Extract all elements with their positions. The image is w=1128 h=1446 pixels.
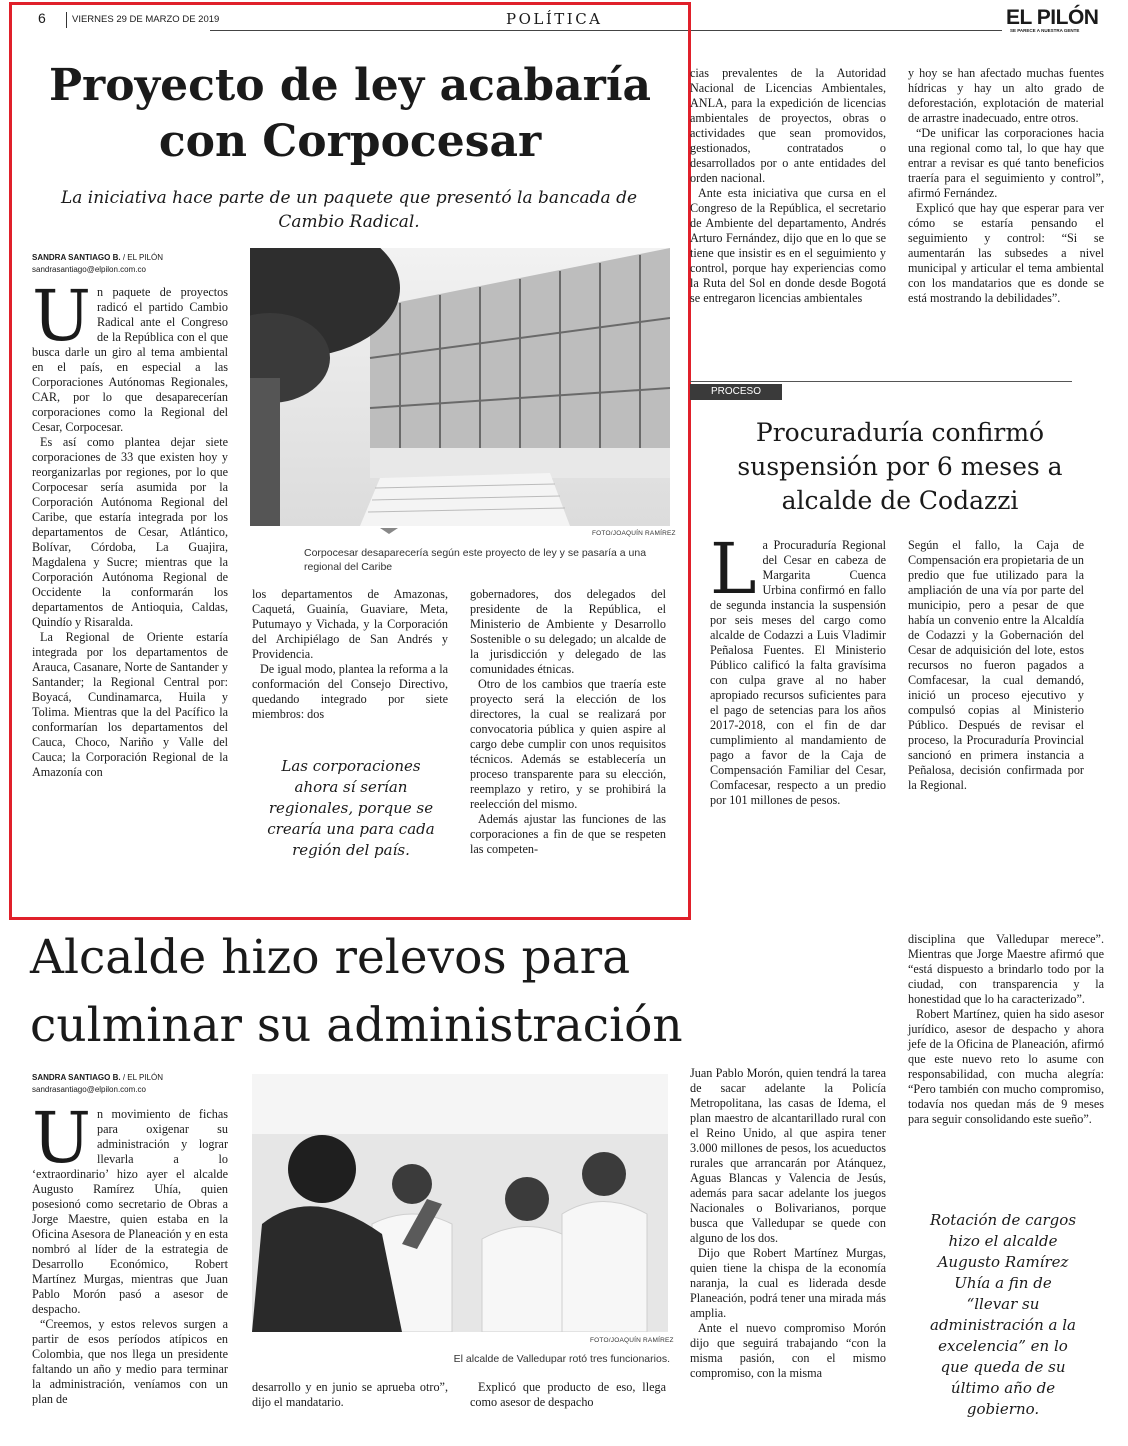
article3-byline — [32, 1072, 242, 1096]
officials-photo-illustration — [252, 1074, 668, 1332]
article1-byline — [32, 252, 242, 276]
article1-paragraph: n paquete de proyectos radicó el partido Cambio Radical ante el Congreso de la República con el que busca darle un giro al tema ambiental en el país, en especial a las Corporaciones Autónomas Regionales, CAR, por lo que desaparecerían corporaciones como la Regional del Cesar, Corpocesar. — [32, 285, 228, 434]
article2-kicker: PROCESO — [690, 384, 782, 400]
article3-column-2 — [252, 1380, 448, 1410]
section-title: POLÍTICA — [506, 10, 603, 28]
caption-arrow-icon — [380, 528, 398, 534]
article1-paragraph: Además ajustar las funciones de las corporaciones a fin de que se respeten las competen- — [470, 812, 666, 856]
article1-pullquote: Las corporaciones ahora sí serían regionales, porque se crearía una para cada región del país. — [267, 757, 435, 859]
article1-paragraph: Ante esta iniciativa que cursa en el Congreso de la República, el secretario de Ambiente del departamento, Andrés Arturo Fernández, dijo que en lo que se tiene que insistir es en el seguimiento y control, porque hay experiencias como la Ruta del Sol en donde desde Bogotá se entregaron licencias ambientales — [690, 186, 886, 305]
article1-paragraph: los departamentos de Amazonas, Caquetá, Guainía, Guaviare, Meta, Putumayo y Vichada, y la Corporación del Archipiélago de San Andrés y Providencia. — [252, 587, 448, 661]
article3-column-5 — [908, 932, 1104, 1127]
byline-org: / EL PILÓN — [122, 253, 163, 262]
byline-org: / EL PILÓN — [122, 1073, 163, 1082]
byline-email: sandrasantiago@elpilon.com.co — [32, 1085, 146, 1094]
article1-column-1 — [32, 275, 228, 780]
article3-pullquote: Rotación de cargos hizo el alcalde Augusto Ramírez Uhía a fin de “llevar su administración a la excelencia” en lo que queda de su último año de gobierno. — [929, 1211, 1077, 1418]
building-photo-illustration — [250, 248, 670, 526]
article3-column-4 — [690, 1066, 886, 1381]
article2-paragraph: Según el fallo, la Caja de Compensación era propietaria de un predio que fue utilizado para la ampliación de una vía por parte del municipio, pero a pesar de que había un convenio entre la Alcaldía de Codazzi y la Gobernación del Cesar de adquisición del lote, estos recursos no fueron pagados a Comfacesar, la cual demandó, inició un proceso ejecutivo y compulsó copias al Ministerio Público. Después de revisar el proceso, la Procuraduría Provincial sancionó en primera instancia a Peñalosa, decisión confirmada por la Regional. — [908, 538, 1084, 792]
article3-paragraph: n movimiento de fichas para oxigenar su administración y lograr llevarla a lo ‘extraordinario’ hizo ayer el alcalde Augusto Ramírez Uhía, quien posesionó como secretario de Obras a Jorge Maestre, quien estaba en la Oficina Asesora de Planeación y en esta nombró al líder de la estrategia de Desarrollo Económico, Robert Martínez Murgas, mientras que Juan Pablo Morón pasó a asesor de despacho. — [32, 1107, 228, 1316]
page-number: 6 — [38, 10, 46, 26]
article2-column-1 — [710, 528, 886, 808]
article2-headline: Procuraduría confirmó suspensión por 6 meses a alcalde de Codazzi — [737, 418, 1063, 515]
article1-column-3 — [470, 587, 666, 857]
article2-paragraph: a Procuraduría Regional del Cesar en cabeza de Margarita Cuenca Urbina confirmó en fallo de segunda instancia la suspensión por seis meses del cargo como alcalde de Codazzi a Luis Vladimir Peñalosa Fuentes. El Ministerio Público calificó la falta gravísima con culpa grave al no haber apropiado recursos suficientes para el pago de setencias para los años 2017-2018, con el fin de dar cumplimiento al mandamiento de pago a favor de la Caja de Compensación Familiar del Cesar, Comfacesar, respecto a un predio por 101 millones de pesos. — [710, 538, 886, 807]
article1-paragraph: De igual modo, plantea la reforma a la conformación del Consejo Directivo, quedando integrado por siete miembros: dos — [252, 662, 448, 721]
article1-photo — [250, 248, 670, 526]
article1-dropcap: U — [32, 275, 91, 357]
article3-headline-line1: Alcalde hizo relevos para — [30, 930, 631, 985]
article1-paragraph: gobernadores, dos delegados del presidente de la República, el Ministerio de Ambiente y Desarrollo Sostenible o su delegado; un alcalde de la jurisdicción y delegado de las comunidades étnicas. — [470, 587, 666, 676]
article1-column-4 — [690, 66, 886, 306]
article1-column-5 — [908, 66, 1104, 306]
article3-column-1 — [32, 1097, 228, 1407]
byline-author: SANDRA SANTIAGO B. — [32, 253, 121, 262]
article1-headline: Proyecto de ley acabaría con Corpocesar — [48, 60, 652, 167]
newspaper-logo: EL PILÓN — [1006, 6, 1099, 29]
article1-paragraph: y hoy se han afectado muchas fuentes hídricas y hay un alto grado de deforestación, explotación de material de arrastre inadecuado, entre otros. — [908, 66, 1104, 125]
article3-column-3 — [470, 1380, 666, 1410]
article3-paragraph: Robert Martínez, quien ha sido asesor jurídico, asesor de despacho y ahora jefe de la Oficina de Planeación, afirmó que este nuevo reto lo asume con responsabilidad, con mucha alegría: “Pero también con mucho compromiso, todavía nos quedan más de 9 meses para seguir consolidando este sueño”. — [908, 1007, 1104, 1126]
byline-email: sandrasantiago@elpilon.com.co — [32, 265, 146, 274]
page-date: VIERNES 29 DE MARZO DE 2019 — [72, 14, 220, 25]
article3-paragraph: Ante el nuevo compromiso Morón dijo que seguirá trabajando “con la misma pasión, con el mismo compromiso, con la misma — [690, 1321, 886, 1380]
article2-top-rule — [690, 381, 1072, 382]
article2-column-2 — [908, 538, 1084, 793]
byline-author: SANDRA SANTIAGO B. — [32, 1073, 121, 1082]
article1-paragraph: Es así como plantea dejar siete corporaciones de 33 que existen hoy y reorganizarlas por regiones, por lo que Corpocesar sería asumida por la Corporación Autónoma Regional del Caribe, que estaría integrada por los departamentos de Cesar, Atlántico, Bolívar, Córdoba, La Guajira, Magdalena y Sucre; mientras que la Corporación Autónoma Regional de Occidente la conformarán los departamentos de Antioquia, Caldas, Quindío y Risaralda. — [32, 435, 228, 629]
article3-paragraph: Dijo que Robert Martínez Murgas, quien tiene la chispa de la economía naranja, la cual es liderada desde Planeación, podrá tener una mirada más amplia. — [690, 1246, 886, 1320]
article3-paragraph: Explicó que producto de eso, llega como asesor de despacho — [470, 1380, 666, 1409]
article3-paragraph: Juan Pablo Morón, quien tendrá la tarea de sacar adelante la Policía Metropolitana, las casas de Idema, el plan maestro de alcantarillado rural con el Reino Unido, al que aspira tener 3.000 millones de pesos, los acueductos rurales que arrancarán por Atánquez, Aguas Blancas y Valencia de Jesús, además para sacar adelante los juegos Nacionales o Bolivarianos, porque busca que Valledupar se quede con alguno de los dos. — [690, 1066, 886, 1245]
article1-paragraph: “De unificar las corporaciones hacia una regional como tal, lo que hay que entrar a revisar es qué tanto beneficios traería para el seguimiento y control”, afirmó Fernández. — [908, 126, 1104, 200]
article2-dropcap: L — [710, 528, 757, 610]
article1-column-2 — [252, 587, 448, 722]
article3-photo — [252, 1074, 668, 1332]
article1-photo-caption: Corpocesar desaparecería según este proyecto de ley y se pasaría a una regional del Caribe — [304, 547, 647, 573]
article1-paragraph: Otro de los cambios que traería este proyecto será la elección de los directores, la cual se realizará por convocatoria pública y quien aspire al cargo debe cumplir con unos requisitos técnicos. Además se establecería un proceso transparente para su elección, reemplazo y retiro, y se prohibirá la reelección del mismo. — [470, 677, 666, 811]
article3-paragraph: disciplina que Valledupar merece”. Mientras que Jorge Maestre afirmó que “está dispuesto a brindarlo todo por la ciudad, con transparencia y la honestidad que lo ha caracterizado”. — [908, 932, 1104, 1006]
article3-headline-line2: culminar su administración — [30, 998, 683, 1053]
article3-photo-credit: FOTO/JOAQUÍN RAMÍREZ — [590, 1337, 674, 1344]
article1-paragraph: cias prevalentes de la Autoridad Nacional de Licencias Ambientales, ANLA, para la expedición de licencias ambientales de proyectos, obras o actividades que sean promovidos, gestionados, contratados o desarrollados por o ante entidades del orden nacional. — [690, 66, 886, 185]
article3-paragraph: “Creemos, y estos relevos surgen a partir de esos períodos atípicos en Colombia, que nos llega un presidente faltando un año y medio para terminar la administración, veníamos con un plan de — [32, 1317, 228, 1406]
article3-photo-caption: El alcalde de Valledupar rotó tres funcionarios. — [453, 1353, 670, 1365]
article1-photo-credit: FOTO/JOAQUÍN RAMÍREZ — [592, 530, 676, 537]
newspaper-tagline: SE PARECE A NUESTRA GENTE — [1010, 28, 1080, 33]
article1-paragraph: La Regional de Oriente estaría integrada por los departamentos de Arauca, Casanare, Norte de Santander y Santander; la Regional Central por: Boyacá, Cundinamarca, Huila y Tolima. Mientras que la del Pacífico la conformarían los departamentos del Cauca, Choco, Nariño y Valle del Cauca; la Corporación Regional de la Amazonía con — [32, 630, 228, 779]
article1-paragraph: Explicó que hay que esperar para ver cómo se estaría pensando el seguimiento y control: “Si se aumentarán las subsedes a nivel municipal y articular el tema ambiental con los mandatarios que es donde se está mostrando la debilidades”. — [908, 201, 1104, 305]
article3-dropcap: U — [32, 1097, 91, 1179]
article1-subheadline: La iniciativa hace parte de un paquete que presentó la bancada de Cambio Radical. — [60, 188, 638, 232]
article3-paragraph: desarrollo y en junio se aprueba otro”, dijo el mandatario. — [252, 1380, 448, 1409]
